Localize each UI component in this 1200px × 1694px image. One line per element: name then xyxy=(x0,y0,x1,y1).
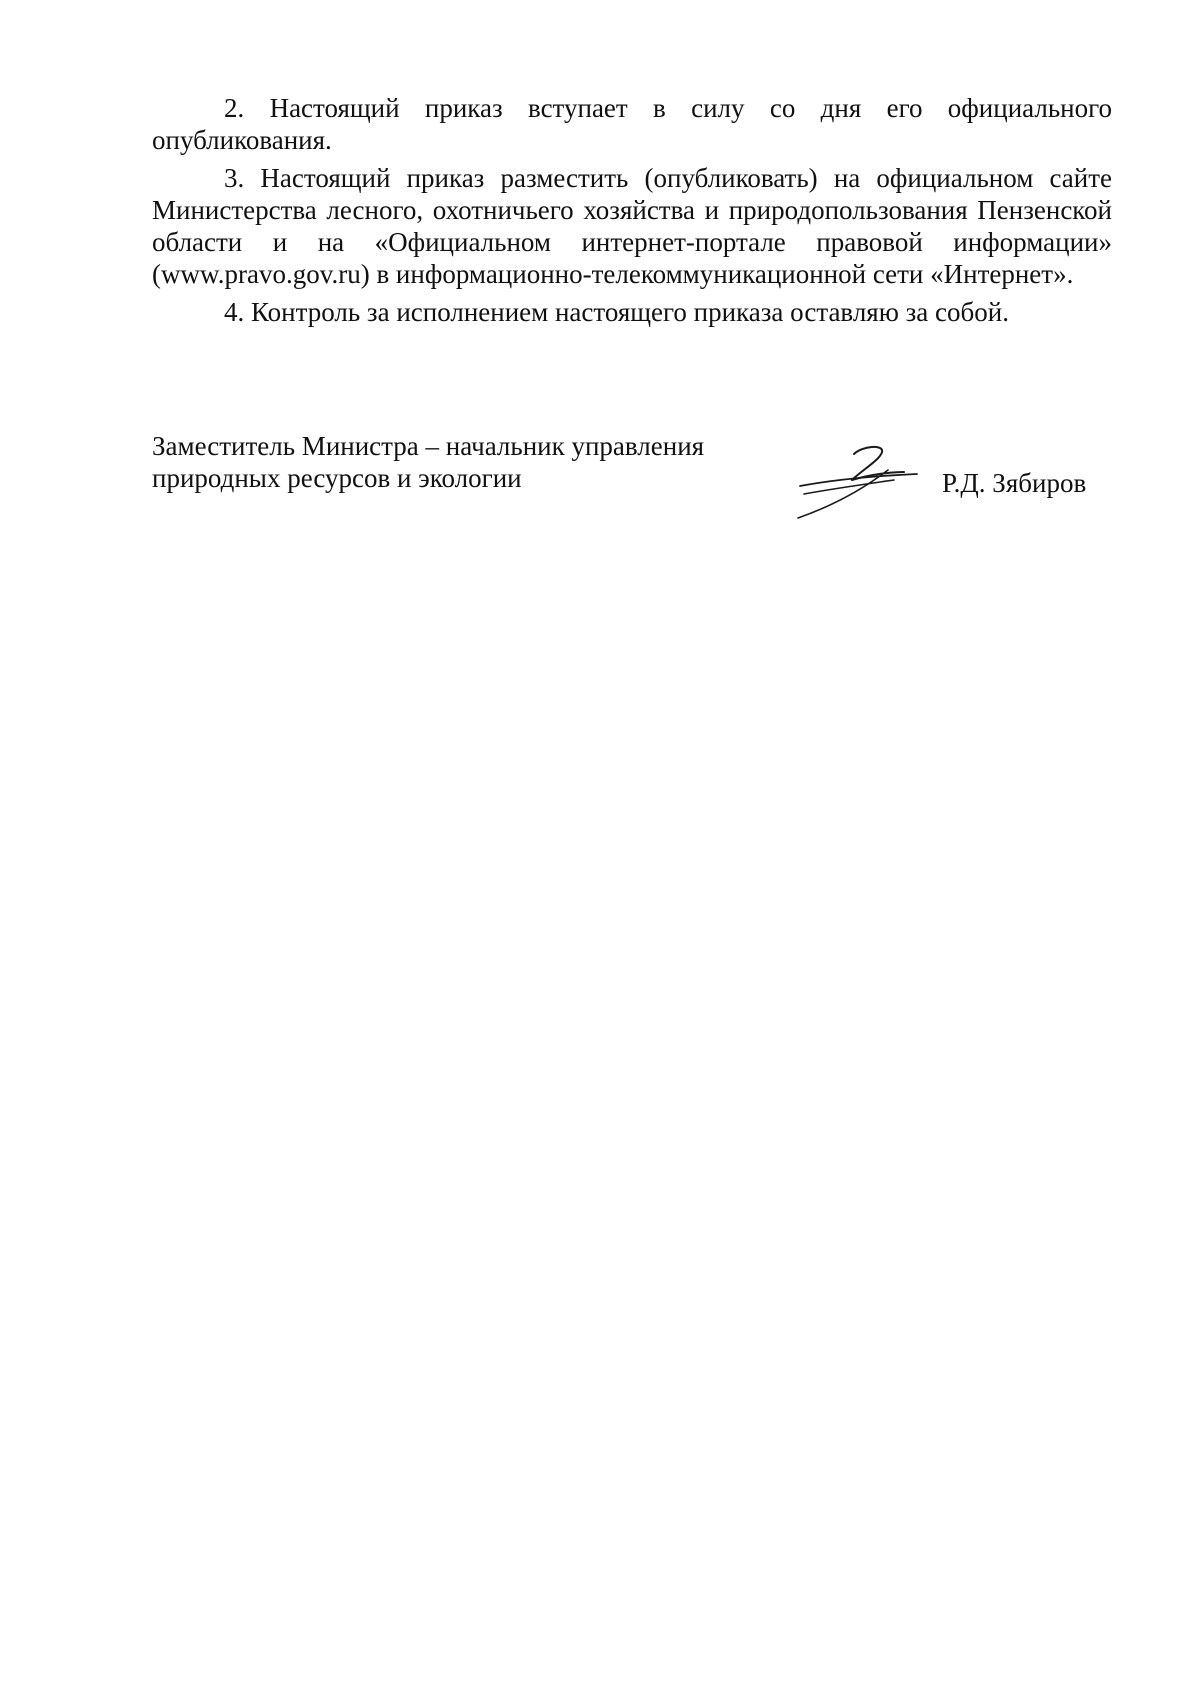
signer-position-line-1: Заместитель Министра – начальник управления xyxy=(152,431,705,461)
signer-position xyxy=(152,430,792,494)
paragraph-4-control: 4. Контроль за исполнением настоящего приказа оставляю за собой. xyxy=(224,297,1009,327)
signer-position-line-2: природных ресурсов и экологии xyxy=(152,463,522,493)
document-body xyxy=(152,92,1112,334)
paragraph-2-effective-date: 2. Настоящий приказ вступает в силу со дня его официального опубликования. xyxy=(152,93,1112,155)
handwritten-signature xyxy=(792,440,922,525)
signature-block xyxy=(152,430,1112,540)
signer-name: Р.Д. Зябиров xyxy=(942,468,1087,498)
paragraph-3-publication: 3. Настоящий приказ разместить (опубликовать) на официальном сайте Министерства лесного, охотничьего хозяйства и природопользования Пензенской области и на «Официальном интернет-портале правовой информации» (www.pravo.gov.ru) в информационно-телекоммуникационной сети «Интернет». xyxy=(152,163,1112,289)
